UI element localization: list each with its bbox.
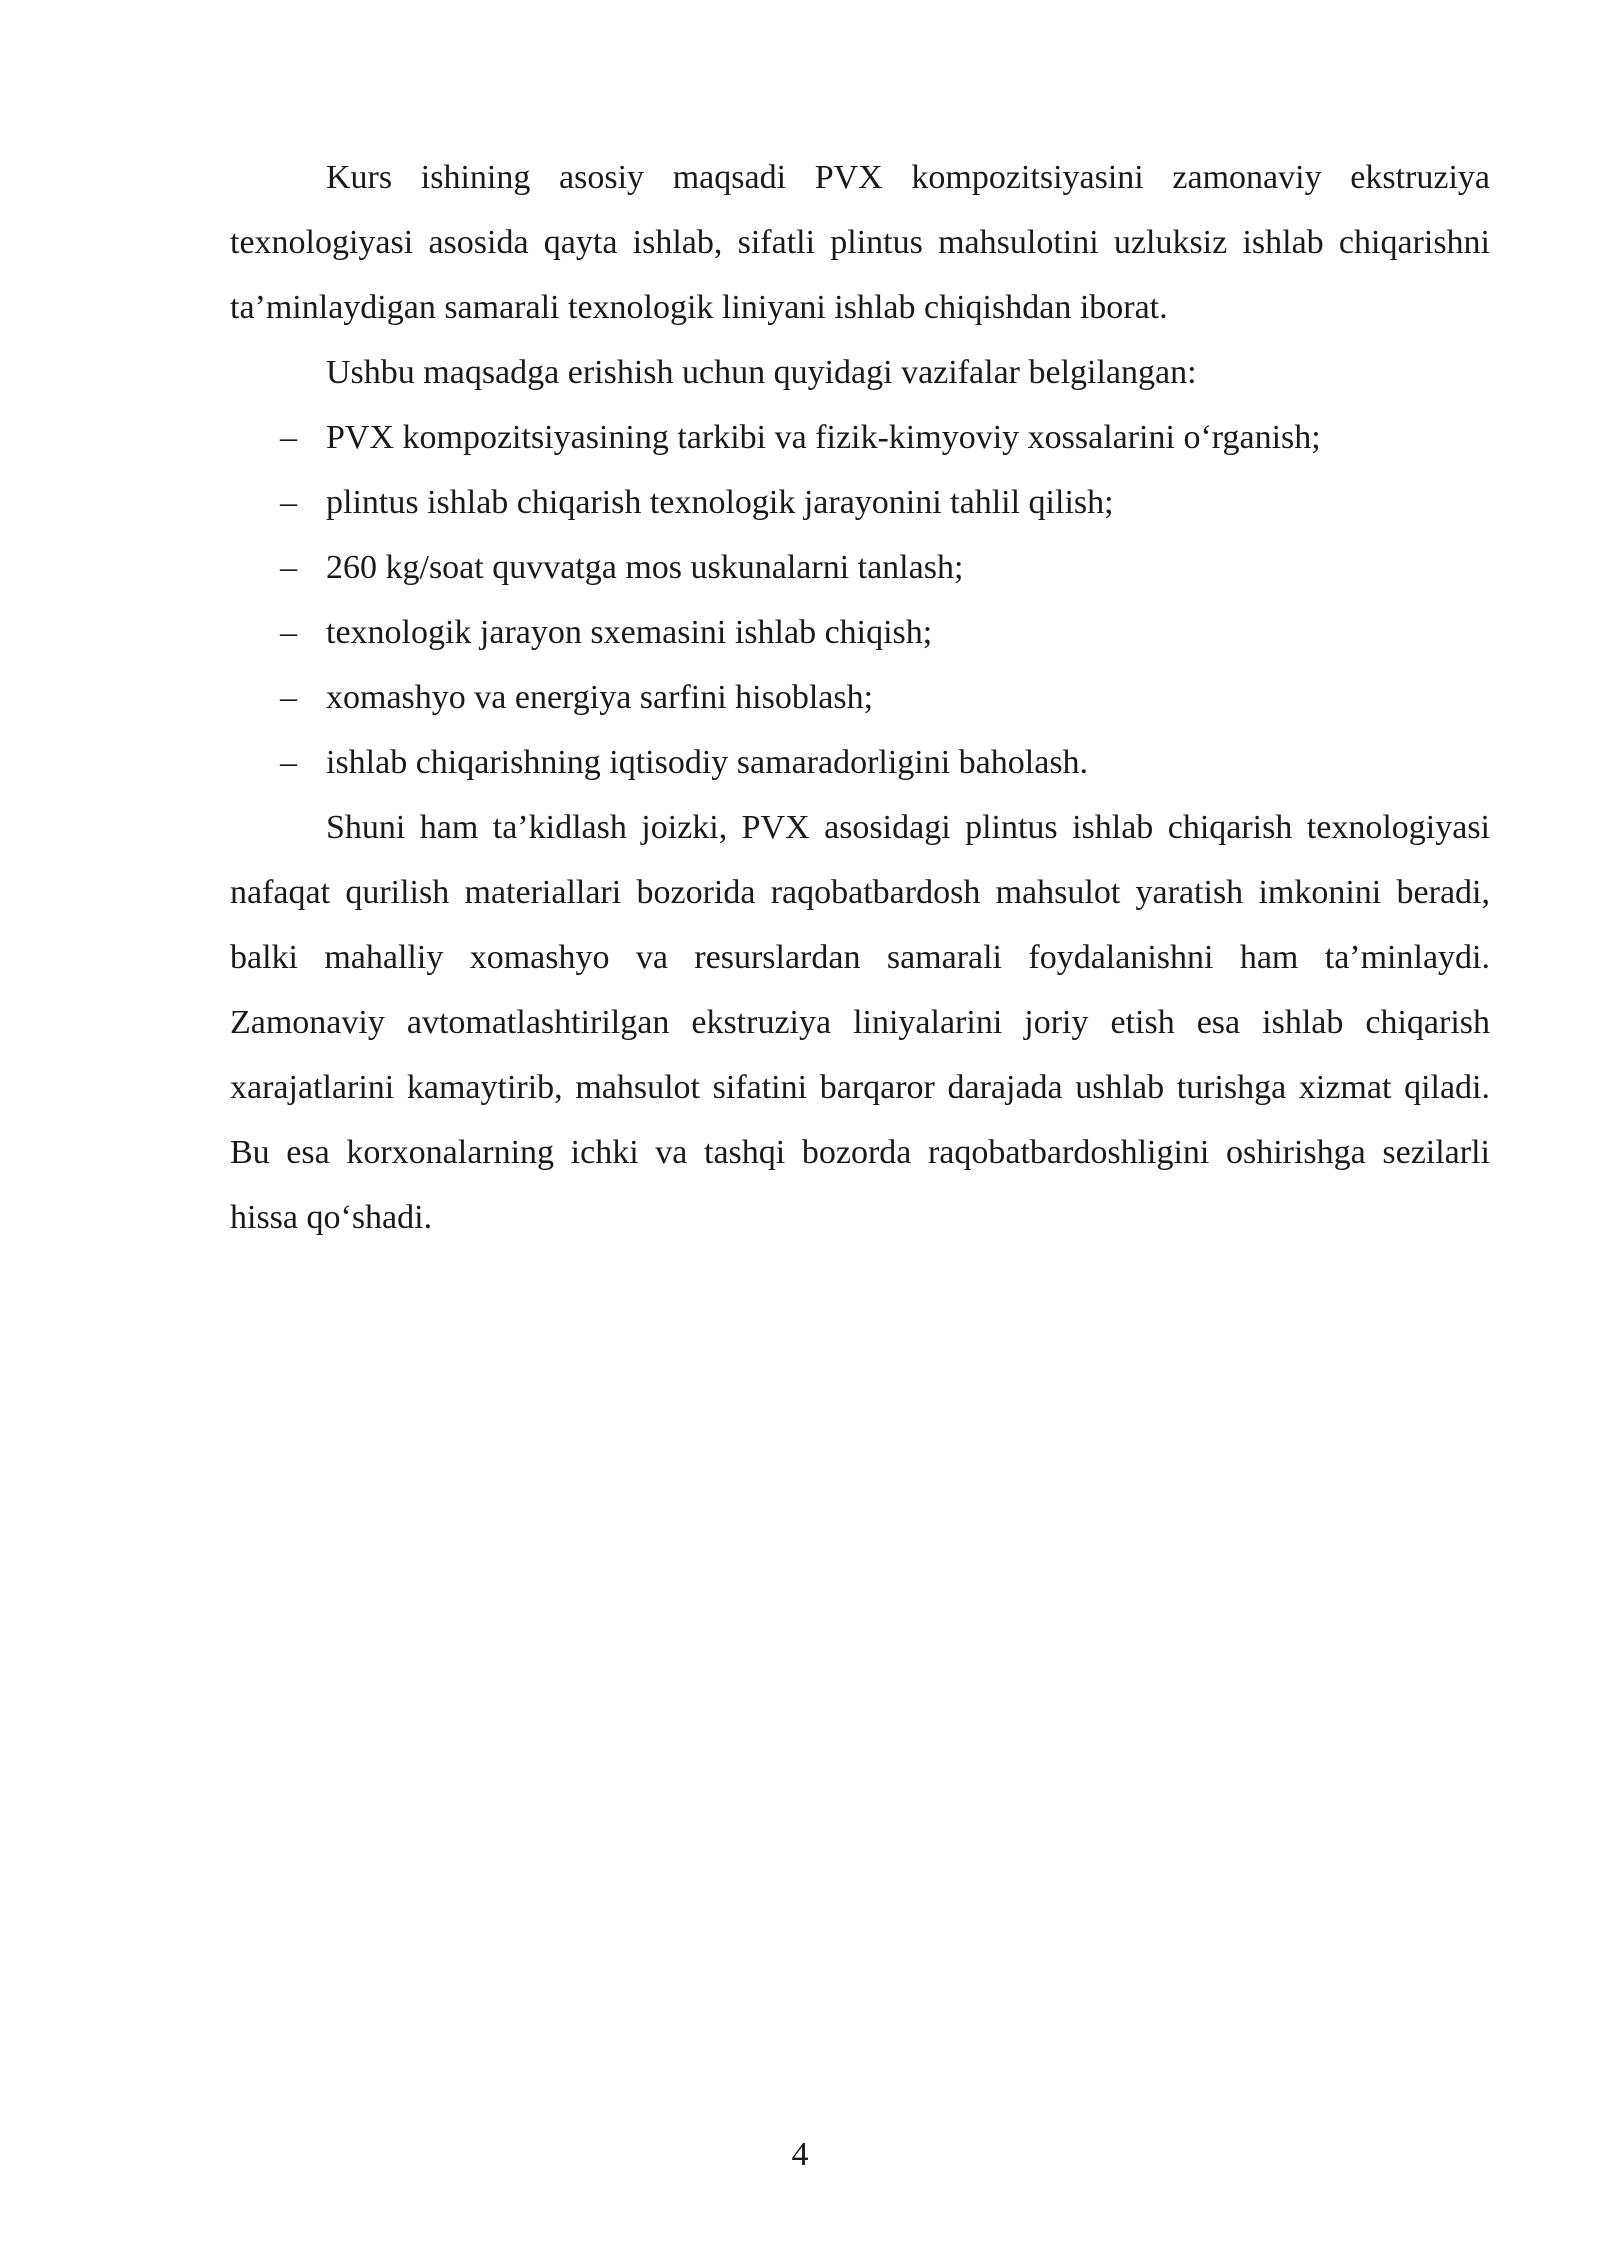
dash-bullet: – — [280, 484, 297, 521]
intro-paragraph: Kurs ishining asosiy maqsadi PVX kompozitsiyasini zamonaviy ekstruziya texnologiyasi asosida qayta ishlab, sifatli plintus mahsulotini uzluksiz ishlab chiqarishni ta’minlaydigan samarali texnologik liniyani ishlab chiqishdan iborat. — [230, 159, 1490, 326]
task-text: 260 kg/soat quvvatga mos uskunalarni tanlash; — [326, 549, 964, 586]
dash-bullet: – — [280, 419, 297, 456]
tasks-lead-paragraph: Ushbu maqsadga erishish uchun quyidagi vazifalar belgilangan: — [326, 354, 1197, 391]
list-item — [230, 470, 1490, 535]
list-item — [230, 405, 1490, 470]
dash-bullet: – — [280, 549, 297, 586]
task-text: texnologik jarayon sxemasini ishlab chiqish; — [326, 614, 933, 651]
body-text — [230, 145, 1490, 1250]
task-text: PVX kompozitsiyasining tarkibi va fizik-kimyoviy xossalarini o‘rganish; — [326, 419, 1321, 456]
list-item — [230, 730, 1490, 795]
dash-bullet: – — [280, 744, 297, 781]
list-item — [230, 535, 1490, 600]
dash-bullet: – — [280, 614, 297, 651]
list-item — [230, 600, 1490, 665]
conclusion-paragraph: Shuni ham ta’kidlash joizki, PVX asosidagi plintus ishlab chiqarish texnologiyasi nafaqat qurilish materiallari bozorida raqobatbardosh mahsulot yaratish imkonini beradi, balki mahalliy xomashyo va resurslardan samarali foydalanishni ham ta’minlaydi. Zamonaviy avtomatlashtirilgan ekstruziya liniyalarini joriy etish esa ishlab chiqarish xarajatlarini kamaytirib, mahsulot sifatini barqaror darajada ushlab turishga xizmat qiladi. Bu esa korxonalarning ichki va tashqi bozorda raqobatbardoshligini oshirishga sezilarli hissa qo‘shadi. — [230, 809, 1490, 1236]
page-number: 4 — [791, 2136, 809, 2173]
dash-bullet: – — [280, 679, 297, 716]
task-text: ishlab chiqarishning iqtisodiy samaradorligini baholash. — [326, 744, 1089, 781]
list-item — [230, 665, 1490, 730]
task-text: plintus ishlab chiqarish texnologik jarayonini tahlil qilish; — [326, 484, 1114, 521]
task-list — [230, 405, 1490, 795]
task-text: xomashyo va energiya sarfini hisoblash; — [326, 679, 874, 716]
